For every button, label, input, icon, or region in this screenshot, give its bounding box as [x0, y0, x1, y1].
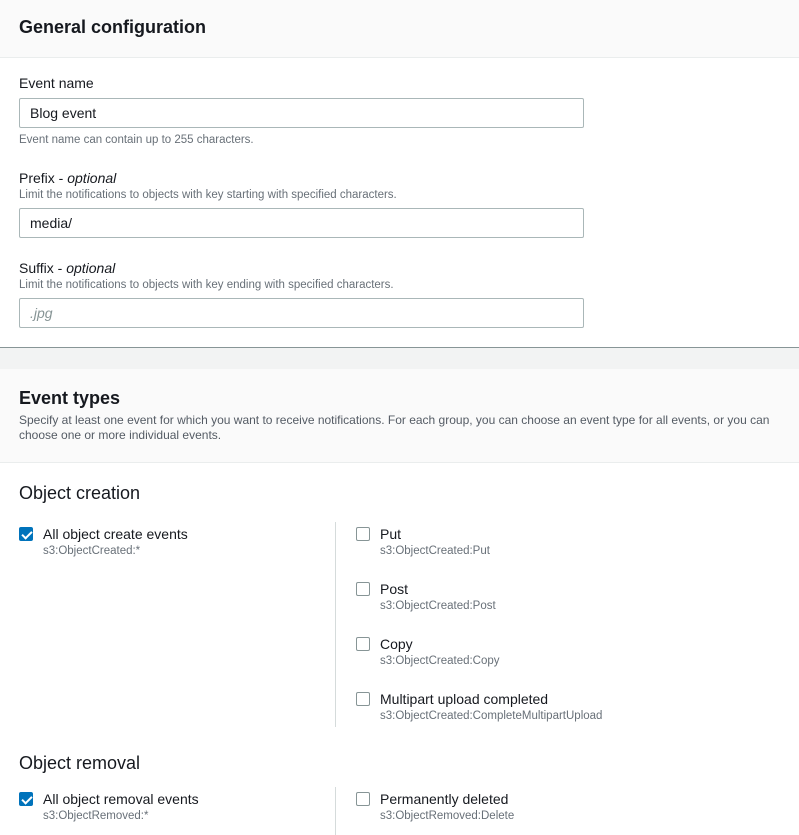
- object-creation-divider: [335, 522, 336, 727]
- multipart-upload-completed-label: Multipart upload completed: [380, 691, 549, 707]
- all-object-create-events-label: All object create events: [43, 526, 188, 542]
- copy-label: Copy: [380, 636, 413, 652]
- object-removal-title: Object removal: [19, 753, 141, 773]
- event-types-panel: [0, 369, 799, 835]
- object-creation-title: Object creation: [19, 483, 141, 503]
- prefix-label-text: Prefix -: [19, 170, 68, 186]
- event-types-header: [0, 369, 799, 463]
- post-checkbox[interactable]: [356, 582, 370, 596]
- suffix-optional-text: optional: [66, 260, 116, 276]
- suffix-label-text: Suffix -: [19, 260, 67, 276]
- event-name-input[interactable]: [19, 98, 584, 128]
- general-configuration-title: General configuration: [19, 17, 207, 37]
- prefix-hint: Limit the notifications to objects with key starting with specified characters.: [19, 189, 397, 201]
- all-object-removal-events-label: All object removal events: [43, 791, 199, 807]
- event-name-hint: Event name can contain up to 255 characters.: [19, 134, 254, 146]
- put-sub: s3:ObjectCreated:Put: [380, 545, 490, 557]
- prefix-input[interactable]: [19, 208, 584, 238]
- suffix-label: [19, 260, 115, 276]
- suffix-input[interactable]: [19, 298, 584, 328]
- general-configuration-panel: [0, 0, 799, 348]
- all-object-removal-events-sub: s3:ObjectRemoved:*: [43, 810, 149, 822]
- object-removal-divider: [335, 787, 336, 835]
- all-object-create-events-sub: s3:ObjectCreated:*: [43, 545, 141, 557]
- multipart-upload-completed-checkbox[interactable]: [356, 692, 370, 706]
- multipart-upload-completed-sub: s3:ObjectCreated:CompleteMultipartUpload: [380, 710, 603, 722]
- copy-checkbox[interactable]: [356, 637, 370, 651]
- event-name-label: [19, 75, 94, 91]
- prefix-label: [19, 170, 116, 186]
- put-label: Put: [380, 526, 402, 542]
- permanently-deleted-label: Permanently deleted: [380, 791, 509, 807]
- prefix-optional-text: optional: [67, 170, 117, 186]
- event-types-description: Specify at least one event for which you want to receive notifications. For each group, you can choose an event type for all events, or you can choose one or more individual events.: [19, 413, 770, 442]
- all-object-removal-events-checkbox[interactable]: [19, 792, 33, 806]
- permanently-deleted-sub: s3:ObjectRemoved:Delete: [380, 810, 515, 822]
- event-name-label-text: Event name: [19, 75, 94, 91]
- put-checkbox[interactable]: [356, 527, 370, 541]
- permanently-deleted-checkbox[interactable]: [356, 792, 370, 806]
- post-sub: s3:ObjectCreated:Post: [380, 600, 496, 612]
- copy-sub: s3:ObjectCreated:Copy: [380, 655, 500, 667]
- general-configuration-header: [0, 0, 799, 58]
- all-object-create-events-checkbox[interactable]: [19, 527, 33, 541]
- post-label: Post: [380, 581, 409, 597]
- suffix-hint: Limit the notifications to objects with key ending with specified characters.: [19, 279, 394, 291]
- event-types-title: Event types: [19, 388, 121, 408]
